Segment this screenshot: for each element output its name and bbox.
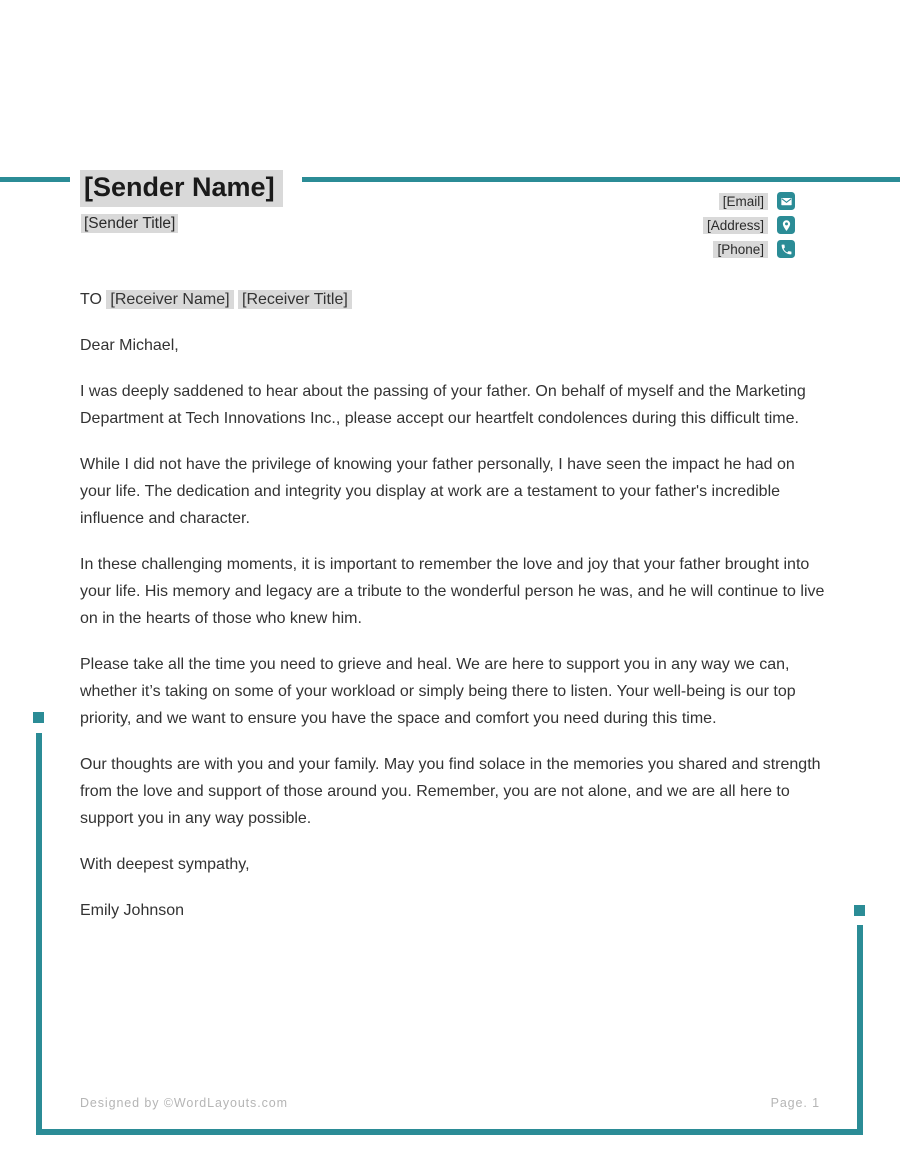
recipient-line bbox=[80, 286, 828, 313]
to-label: TO bbox=[80, 291, 102, 308]
receiver-title-placeholder: [Receiver Title] bbox=[238, 290, 352, 309]
contact-row-address bbox=[703, 216, 768, 234]
phone-placeholder: [Phone] bbox=[713, 241, 768, 258]
top-rule-left bbox=[0, 177, 70, 182]
address-placeholder: [Address] bbox=[703, 217, 768, 234]
page-number: Page. 1 bbox=[770, 1096, 820, 1110]
top-rule-right bbox=[302, 177, 900, 182]
paragraph-4: Please take all the time you need to grieve and heal. We are here to support you in any way we can, whether it’s taking on some of your workload or simply being there to listen. Your well-being is our top priority, and we want to ensure you have the space and comfort you need during this time. bbox=[80, 656, 796, 727]
contact-block bbox=[703, 192, 768, 264]
paragraph-2: While I did not have the privilege of knowing your father personally, I have seen the impact he had on your life. The dedication and integrity you display at work are a testament to your father's incredible influence and character. bbox=[80, 456, 795, 527]
right-accent-square bbox=[854, 905, 865, 916]
receiver-name-placeholder: [Receiver Name] bbox=[106, 290, 233, 309]
email-placeholder: [Email] bbox=[719, 193, 768, 210]
sender-name-placeholder: [Sender Name] bbox=[80, 170, 283, 207]
left-accent-line bbox=[36, 733, 42, 1135]
sender-title-text: [Sender Title] bbox=[81, 214, 178, 233]
location-icon bbox=[777, 216, 795, 234]
contact-row-email bbox=[703, 192, 768, 210]
contact-row-phone bbox=[703, 240, 768, 258]
salutation: Dear Michael, bbox=[80, 337, 179, 354]
phone-icon bbox=[777, 240, 795, 258]
sender-title-placeholder bbox=[81, 215, 178, 233]
page-footer bbox=[80, 1096, 820, 1110]
paragraph-1: I was deeply saddened to hear about the passing of your father. On behalf of myself and the Marketing Department at Tech Innovations Inc., please accept our heartfelt condolences during this difficult time. bbox=[80, 383, 806, 427]
right-accent-line bbox=[857, 925, 863, 1135]
designer-credit: Designed by ©WordLayouts.com bbox=[80, 1096, 288, 1110]
paragraph-3: In these challenging moments, it is important to remember the love and joy that your father brought into your life. His memory and legacy are a tribute to the wonderful person he was, and he will continue to live on in the hearts of those who knew him. bbox=[80, 556, 825, 627]
paragraph-5: Our thoughts are with you and your family. May you find solace in the memories you shared and strength from the love and support of those around you. Remember, you are not alone, and we are all here to support you in any way possible. bbox=[80, 756, 821, 827]
signature: Emily Johnson bbox=[80, 902, 185, 919]
email-icon bbox=[777, 192, 795, 210]
bottom-accent-line bbox=[37, 1129, 863, 1135]
left-accent-square bbox=[33, 712, 44, 723]
closing: With deepest sympathy, bbox=[80, 856, 250, 873]
letter-body bbox=[80, 286, 828, 943]
